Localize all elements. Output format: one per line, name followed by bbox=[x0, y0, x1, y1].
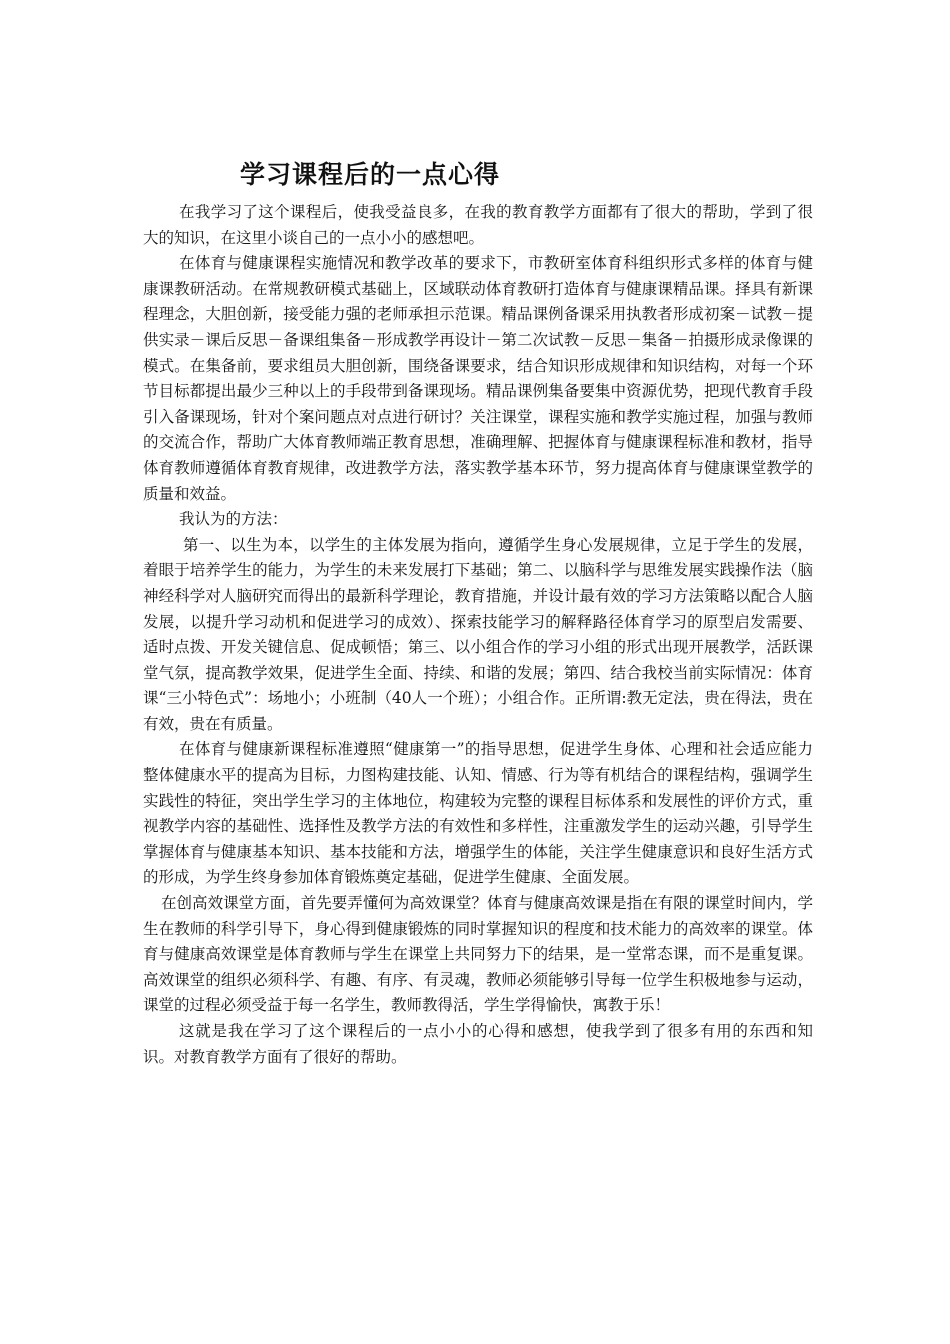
paragraph-teaching-research: 在体育与健康课程实施情况和教学改革的要求下，市教研室体育科组织形式多样的体育与健康课教研活动。在常规教研模式基础上，区域联动体育教研打造体育与健康课精品课。择具有新课程理念，大胆创新，接受能力强的老师承担示范课。精品课例备课采用执教者形成初案－试教－提供实录－课后反思－备课组集备－形成教学再设计－第二次试教－反思－集备－拍摄形成录像课的模式。在集备前，要求组员大胆创新，围绕备课要求，结合知识形成规律和知识结构，对每一个环节目标都提出最少三种以上的手段带到备课现场。精品课例集备要集中资源优势，把现代教育手段引入备课现场，针对个案问题点对点进行研讨？关注课堂，课程实施和教学实施过程，加强与教师的交流合作，帮助广大体育教师端正教育思想，准确理解、把握体育与健康课程标准和教材，指导体育教师遵循体育教育规律，改进教学方法，落实教学基本环节，努力提高体育与健康课堂教学的质量和效益。 bbox=[143, 254, 813, 503]
paragraph-intro: 在我学习了这个课程后，使我受益良多，在我的教育教学方面都有了很大的帮助，学到了很大的知识，在这里小谈自己的一点小小的感想吧。 bbox=[143, 203, 813, 247]
paragraph-efficient-class: 在创高效课堂方面，首先要弄懂何为高效课堂？体育与健康高效课是指在有限的课堂时间内，学生在教师的科学引导下，身心得到健康锻炼的同时掌握知识的程度和技术能力的高效率的课堂。体育与健康高效课堂是体育教师与学生在课堂上共同努力下的结果，是一堂常态课，而不是重复课。高效课堂的组织必须科学、有趣、有序、有灵魂，教师必须能够引导每一位学生积极地参与运动，课堂的过程必须受益于每一名学生，教师教得活，学生学得愉快，寓教于乐！ bbox=[143, 894, 813, 1015]
paragraph-methods: 第一、以生为本，以学生的主体发展为指向，遵循学生身心发展规律，立足于学生的发展，着眼于培养学生的能力，为学生的未来发展打下基础；第二、以脑科学与思维发展实践操作法（脑神经科学对人脑研究而得出的最新科学理论，教育措施，并设计最有效的学习方法策略以配合人脑发展，以提升学习动机和促进学习的成效）、探索技能学习的解释路径体育学习的原型启发需要、适时点拨、开发关键信息、促成顿悟；第三、以小组合作的学习小组的形式出现开展教学，活跃课堂气氛，提高教学效果，促进学生全面、持续、和谐的发展；第四、结合我校当前实际情况：体育课“三小特色式”：场地小；小班制（40人一个班）；小组合作。正所谓:教无定法，贵在得法，贵在有效，贵在有质量。 bbox=[143, 535, 813, 733]
paragraph-curriculum-standard: 在体育与健康新课程标准遵照“健康第一”的指导思想，促进学生身体、心理和社会适应能力整体健康水平的提高为目标，力图构建技能、认知、情感、行为等有机结合的课程结构，强调学生实践性的特征，突出学生学习的主体地位，构建较为完整的课程目标体系和发展性的评价方式，重视教学内容的基础性、选择性及教学方法的有效性和多样性，注重激发学生的运动兴趣，引导学生掌握体育与健康基本知识、基本技能和方法，增强学生的体能，关注学生健康意识和良好生活方式的形成，为学生终身参加体育锻炼奠定基础，促进学生健康、全面发展。 bbox=[143, 740, 813, 887]
paragraph-conclusion: 这就是我在学习了这个课程后的一点小小的心得和感想，使我学到了很多有用的东西和知识。对教育教学方面有了很好的帮助。 bbox=[143, 1022, 813, 1066]
document-body bbox=[143, 200, 813, 1070]
paragraph-methods-heading: 我认为的方法： bbox=[179, 510, 288, 529]
document-title: 学习课程后的一点心得 bbox=[240, 160, 501, 189]
